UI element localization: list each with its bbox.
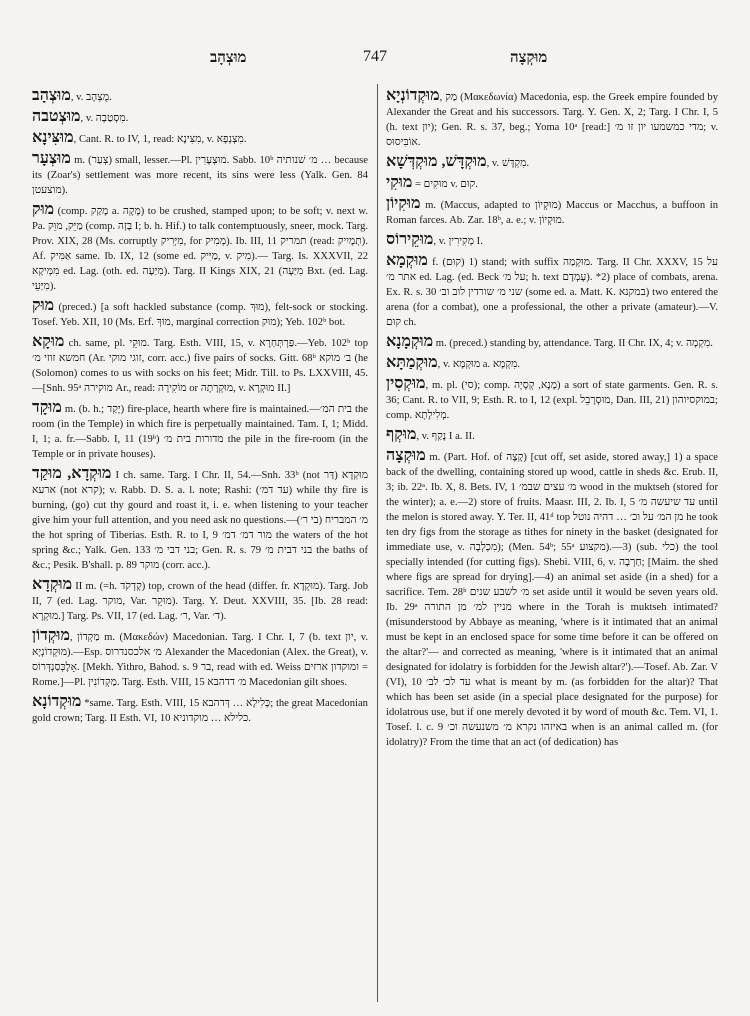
entry-headword: מוּקְדָא: [32, 576, 73, 593]
entry-text: m. (b. h.; יָקַד) fire-place, hearth where fire is maintained.—בית המ׳ the room (in the Temple) in which fire is perpetually maintained. Tam. I, 1; Midd. I, 1; a. fr.—Sabb. I, 11 (19ᵇ) מדורות בית מ׳ the pile in the fire-room (in the Temple or in private houses).: [32, 404, 369, 460]
entry-headword: מוּקְצָה: [386, 447, 426, 464]
entry-headword: מוּקָד: [32, 399, 62, 416]
entry-text: מַק (Μακεδωνία) Macedonia, esp. the Greek empire founded by Alexander the Great and his successors. Targ. Y. Gen. X, 2; Targ. I Chr. I, 5 (h. text יון); Gen. R. s. 37, beg.; Yoma 10ᵃ [read:] מדי כמשמעו יון זו מ׳; v. אוֹבִּיסוּס.: [386, 92, 718, 148]
dictionary-entry: מוּקְדוֹן, מַקְדוֹן m. (Μακεδών) Macedonian. Targ. I Chr. I, 7 (b. text יון, v. מוּקְדוֹנְיָא).—Esp. מ׳ אלכסנדרוס Alexander the Macedonian (Alex. the Great), v. אָלֶכְּסַנְדְּרוֹס. [Mekh. Yithro, Bahod. s. 9 בר, read with ed. Weiss ומוקדון ארזים = Rome.]—Pl. מַקְדוֹנִין. Targ. Esth. VIII, 15 מ׳ דדהבא Macedonian gilt shoes.: [32, 627, 369, 688]
entry-headword: מוּצְעָר: [32, 150, 71, 167]
dictionary-entry: [32, 694, 368, 726]
dictionary-entry: [32, 400, 368, 462]
entry-text: f. (קוּם) 1) stand; with suffix מוּקְמַה. Targ. II Chr. XXXV, 15 על אתר מ׳ ed. Lag. (ed. Beck על מ׳; h. text עָמְדָם). *2) place of combats, arena. Ex. R. s. 30 שני מ׳ שורדין לוב וב׳ (some ed. a. Matt. K. במקנא) two entered the arena (for a combat), one a professional, the other a private (amateur).—V. קוּם ch.: [386, 257, 719, 328]
entry-text: *same. Targ. Esth. VIII, 15 כְּלִילָא … דְּדהבא; the great Macedonian gold crown; Targ. II Esth. VI, 10 כלילא … מוקדוניא.: [32, 698, 368, 724]
entry-headword: מוּקְדוֹנְיָא: [386, 87, 440, 104]
entry-headword: מוּקְדָא, מוּקַד: [32, 465, 112, 482]
dictionary-entry: מוּצִּינָא, Cant. R. to IV, 1, read: מִצִּינָא, v. מִצְנְפָא.: [32, 129, 247, 146]
dictionary-entry: מוּקְסִין, m. pl. (סי); comp. מָנָא, קְסָיָה) a sort of state garments. Gen. R. s. 36; Cant. R. to VII, 9; Esth. R. to I, 12 (expl. מוּסְרָבֵל, Dan. III, 21) במוקסיוהון; comp. מְלִילָתָא.: [386, 375, 719, 421]
dictionary-entry: מוּקְף, v. נָקַף I a. II.: [386, 426, 475, 443]
entry-text: v. מְקִירִין I.: [438, 236, 483, 247]
entry-text: v. נָקַף I a. II.: [421, 431, 475, 442]
entry-text: v. מוּקְמָא a. מִקְמָא.: [442, 359, 521, 370]
dictionary-entry: מוּצְהָב, v. מֻצְהָב.: [32, 87, 112, 104]
entry-headword: מוּצִּינָא: [32, 129, 74, 146]
entry-text: m. (צְעַר) small, lesser.—Pl. מוּצְעָרִין. Sabb. 10ᵇ מ׳ שׁנותיה … because its (Zoar's) settlement was more recent, its sins were less (Yalk. Gen. 84 מוצעטן).: [32, 155, 368, 196]
dictionary-entry: [32, 298, 368, 330]
entry-headword: מוּקְמָא: [386, 252, 428, 269]
entry-text: I ch. same. Targ. I Chr. II, 54.—Snh. 33ᵇ (not דַּר) מוּקַדָא ארעא (not קרא); v. Rabb. D. S. a. l. note; Rashi: (עד דמ׳) while thy fire is burning, (go) cut thy gourd and roast it, i. e. when listening to your teacher give him your full attention, and you need ask no questions.—(בי ר׳) מ׳ המבריח the hot spring of Tiberias. Esth. R. to I, 9 מור דמ׳ דמ׳ the waters of the hot spring &c.; Yalk. Gen. 133 בני דבי מ׳; Gen. R. s. 79 בני דבית מ׳ the baths of &c.; Pesik. B'shall. p. 89 מוקר (corr. acc.).: [32, 470, 369, 571]
dictionary-entry: [32, 151, 368, 198]
dictionary-entry: [386, 334, 718, 351]
entry-text: Cant. R. to IV, 1, read: מִצִּינָא, v. מִצְנְפָא.: [78, 134, 247, 145]
entry-headword: מוּצְהָב: [32, 87, 71, 104]
dictionary-entry: [386, 253, 718, 330]
dictionary-entry: [32, 577, 368, 624]
entry-headword: מוּקִיוֹן: [386, 195, 421, 212]
dictionary-entry: [386, 448, 718, 750]
entry-text: מַקְדוֹן m. (Μακεδών) Macedonian. Targ. I Chr. I, 7 (b. text יון, v. מוּקְדוֹנְיָא).—Esp. מ׳ אלכסנדרוס Alexander the Macedonian (Alex. the Great), v. אָלֶכְּסַנְדְּרוֹס. [Mekh. Yithro, Bahod. s. 9 בר, read with ed. Weiss ומוקדון ארזים = Rome.]—Pl. מַקְדוֹנִין. Targ. Esth. VIII, 15 מ׳ דדהבא Macedonian gilt shoes.: [32, 632, 369, 688]
dictionary-entry: [386, 196, 718, 228]
entry-headword: מוּק: [32, 201, 55, 218]
entry-text: = מוּקִים v. קוּם.: [415, 179, 478, 190]
entry-text: m. (preced.) standing by, attendance. Targ. II Chr. IX, 4; v. מִקְמָה.: [435, 338, 713, 349]
entry-text: v. מִסְטַבָה.: [85, 113, 129, 124]
entry-headword: מוּקְדוֹן: [32, 627, 71, 644]
entry-headword: מוּצְטבה: [32, 108, 81, 125]
entry-text: ch. same, pl. מוּקֵי. Targ. Esth. VIII, 15, v. פַּרְתְּחַרָא.—Yeb. 102ᵇ top חמשא זוזי מ׳ (Ar. זוגי מוקי, corr. acc.) five pairs of socks. Gitt. 68ᵇ ב׳ מוקא (he (Solomon) comes to us with socks on his feet; Midr. Till. to Ps. LXXVIII, 45.—[Snh. 95ᵃ מוקירה Ar., read: מוֹקִירָה or מוּקְרָתָה, v. מוּקְרָא II.]: [32, 338, 368, 394]
entry-headword: מוּקֵירוֹס: [386, 231, 434, 248]
entry-text: m. pl. (סי); comp. מָנָא, קְסָיָה) a sort of state garments. Gen. R. s. 36; Cant. R. to VII, 9; Esth. R. to I, 12 (expl. מוּסְרָבֵל, Dan. III, 21) במוקסיוהון; comp. מְלִילָתָא.: [386, 380, 719, 421]
entry-headword: מוּקְמָנָא: [386, 333, 434, 350]
entry-headword: מוּקְף: [386, 426, 417, 443]
left-column: [32, 88, 368, 730]
entry-headword: מוּקְמַתָּא: [386, 354, 438, 371]
page-number: 747: [363, 48, 387, 65]
entry-text: v. מֻצְהָב.: [76, 92, 112, 103]
dictionary-entry: [32, 202, 368, 294]
dictionary-entry: [32, 466, 368, 573]
page-header: [0, 50, 750, 72]
entry-text: (preced.) [a soft hackled substance (comp. מוּךְ), felt-sock or stocking. Tosef. Yeb. XII, 10 (Ms. Erf. מוּךְ, marginal correction מוּק); Yeb. 102ᵇ bot.: [32, 302, 369, 328]
entry-headword: מוּקָא: [32, 333, 65, 350]
left-guide-word: מוּצְהָב: [210, 50, 247, 66]
right-guide-word: מוּקְצָה: [510, 50, 548, 66]
dictionary-entry: מוּקְמַתָּא, v. מוּקְמָא a. מִקְמָא.: [386, 354, 521, 371]
entry-text: m. (Maccus, adapted to מוּקְיוֹן) Maccus or Macchus, a buffoon in Roman farces. Ab. Zar. 18ᵇ, a. e.; v. מוּקְיוֹן.: [386, 200, 718, 226]
dictionary-entry: מוּקְדָּשׁ, מוּקְדְּשָׁא, v. מִקְדָּשׁ.: [386, 153, 530, 170]
column-divider: [377, 84, 378, 1002]
entry-headword: מוּקְדוֹנָא: [32, 693, 82, 710]
dictionary-entry: מוּקֵירוֹס, v. מְקִירִין I.: [386, 231, 483, 248]
dictionary-entry: מוּצְטבה, v. מִסְטַבָה.: [32, 108, 129, 125]
dictionary-entry: [32, 334, 368, 396]
dictionary-entry: [386, 175, 718, 192]
entry-headword: מוּקְסִין: [386, 375, 426, 392]
right-column: [386, 88, 718, 754]
entry-headword: מוּקִי: [386, 174, 413, 191]
entry-text: v. מִקְדָּשׁ.: [491, 158, 530, 169]
entry-text: m. (Part. Hof. of קָצָה) [cut off, set aside, stored away,] 1) a space back of the dwelling, containing stored up wood, cattle in sheds &c. Erub. II, 3; ib. 22ᵃ. Ib. X, 8. Bets. IV, 1 מ׳ עצים שבמ׳ wood in the muktseh (stored for the winter); a. e.—2) store of fruits. Maasr. III, 2. Ib. I, 5 עד שיעשה מ׳ until the melon is stored away. Y. Ter. II, 41ᵈ top מן המ׳ על וכ׳ … דהיה נוטל he took ten dry figs from the storage as tithes for ninety in the basket (designated for immediate use, v. מִכְלְבָה); (Men. 54ᵇ; 55ᵃ מקצוע).—3) (sub. כלי) the tool specially intended (for cutting figs). Shebi. VIII, 6, v. חַרְבָה; [Maim. the shed where figs are spread for drying].—4) an animal set aside (in a shed) for a sacrifice. Tem. 28ᵇ מ׳ לשבע שנים set aside until it would be seven years old. Ib. 29ᵃ מניין למ׳ מן התורה where in the Torah is muktseh intimated? (misunderstood by Abbaye as meaning, 'where is it intimated that an animal must be kept in an enclosed space for some time before it can be offered on the altar?'— and corrected as meaning, 'where is it intimated that an animal designated for idolatry is forbidden for the Jewish altar?').—Tosef. Ab. Zar. V (VI), 10 עד לכ׳ לב׳ what is meant by m. (as forbidden for the altar)? That which has been set aside (in a special place designated for the purpose) for idolatrous use, but if one merely devoted it by word of mouth &c. Tem. VI, 1. Tosef. l. c. 9 באיזהו נקרא מ׳ משנעשה וכ׳ when is an animal called m. (for idolatry)? From the time that an act (of dedication) has: [386, 452, 719, 748]
dictionary-entry: מוּקְדוֹנְיָא, מַק (Μακεδωνία) Macedonia, esp. the Greek empire founded by Alexander the Great and his successors. Targ. Y. Gen. X, 2; Targ. I Chr. I, 5 (h. text יון); Gen. R. s. 37, beg.; Yoma 10ᵃ [read:] מדי כמשמעו יון זו מ׳; v. אוֹבִּיסוּס.: [386, 87, 718, 148]
entry-headword: מוּק: [32, 297, 55, 314]
entry-text: II m. (=h. קָדְקֹד) top, crown of the head (differ. fr. מוּקְדָא). Targ. Job II, 7 (ed. Lag. מוקר, Var. מוּקֵר). Targ. Y. Deut. XXVIII, 35. [Ib. 28 read: מוּקְרָא.] Targ. Ps. VII, 17 (ed. Lag. ר׳, Var. ד׳).: [32, 581, 369, 622]
entry-text: (comp. מָקַק a. מָקָה) to be crushed, stamped upon; to be soft; v. next w. Pa. מַיֵּק, מוֵּק (comp. בָּזָה I; b. h. Hif.) to talk contemptuously, sneer, mock. Targ. Prov. XIX, 28 (Ms. corruptly מִיְּרִיק, for מְמִיק). Ib. III, 11 תמריק (read: תְמָיִיק). Af. אַמִּיק same. Ib. IX, 12 (some ed. מַיִּיק, v. מִיק).— Targ. Is. XXXVII, 22 מִמְּיקָא ed. Lag. (oth. ed. מִיַּעָה). Targ. II Kings XIX, 21 (מִיַּעָה Bxt. (ed. Lag. מִיַּעֵי).: [32, 206, 369, 292]
entry-headword: מוּקְדָּשׁ, מוּקְדְּשָׁא: [386, 153, 487, 170]
